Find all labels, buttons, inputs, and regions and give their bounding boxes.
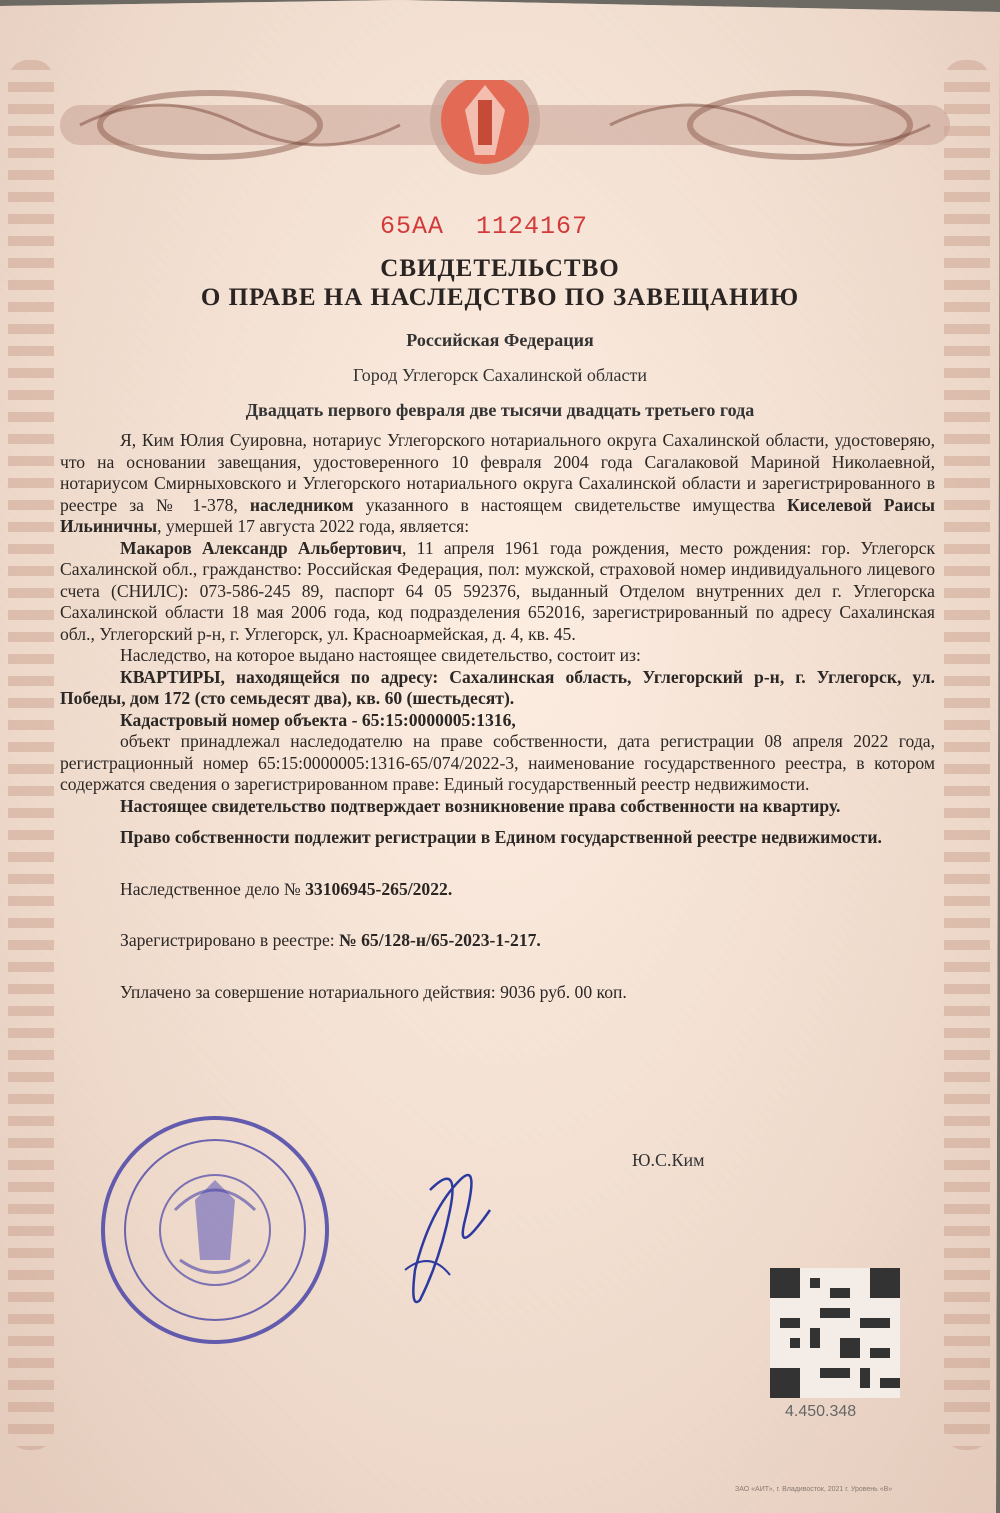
heir-paragraph: Макаров Александр Альбертович, 11 апреля 1961 года рождения, место рождения: гор. Углегорск Сахалинской обл., гражданство: Российская Федерация, пол: мужской, страховой номер индивидуального лицевого счета (СНИЛС): 073-586-245 89, паспорт 64 05 592376, выданный Отделом внутренних дел г. Углегорска Сахалинской области 18 мая 2006 года, код подразделения 652016, зарегистрированный по адресу Сахалинская обл., Углегорский р-н, г. Углегорск, ул. Красноармейская, д. 4, кв. 45. bbox=[60, 537, 936, 644]
notary-signature-name: Ю.С.Ким bbox=[632, 1150, 705, 1170]
country: Российская Федерация bbox=[406, 330, 594, 350]
document-title: СВИДЕТЕЛЬСТВО bbox=[380, 255, 620, 282]
confirmation-statement: Настоящее свидетельство подтверждает возникновение права собственности на квартиру. bbox=[120, 795, 841, 816]
heir-name: Макаров Александр Альбертович bbox=[120, 537, 403, 558]
coat-of-arms-icon bbox=[430, 80, 540, 175]
certificate-body bbox=[60, 430, 935, 1003]
estate-description: КВАРТИРЫ, находящейся по адресу: Сахалинская область, Углегорский р-н, г. Углегорск, ул. Победы, дом 172 (сто семьдесят два), кв. 60 (шестьдесят). bbox=[60, 666, 935, 708]
cadastral-number: Кадастровый номер объекта - 65:15:0000005:1316, bbox=[120, 709, 516, 730]
serial-number: 1124167 bbox=[476, 212, 589, 241]
registration-statement: Право собственности подлежит регистрации в Едином государственной реестре недвижимости. bbox=[120, 827, 882, 847]
certificate-serial bbox=[380, 212, 588, 241]
notary-statement: Я, Ким Юлия Суировна, нотариус Углегорского нотариального округа Сахалинской области, удостоверяю, что на основании завещания, удостоверенного 10 февраля 2004 года Сагалаковой Мариной Николаевной, нотариусом Смирныховского и Углегорского нотариального округа Сахалинской области и зарегистрированного в реестре за № 1-378, наследником указанного в настоящем свидетельстве имущества Киселевой Раисы Ильиничны, умершей 17 августа 2022 года, является: bbox=[60, 430, 936, 536]
qr-serial-number: 4.450.348 bbox=[785, 1403, 857, 1420]
ornamental-header-band bbox=[40, 80, 970, 180]
registry-entry: Зарегистрировано в реестре: № 65/128-н/65-2023-1-217. bbox=[120, 930, 541, 950]
city: Город Углегорск Сахалинской области bbox=[352, 365, 647, 385]
notary-seal-stamp bbox=[95, 1110, 335, 1350]
serial-series: 65АА bbox=[380, 212, 445, 241]
notary-signature bbox=[390, 1150, 510, 1320]
printer-imprint: ЗАО «АИТ», г. Владивосток, 2021 г. Уровень «В» bbox=[735, 1486, 893, 1493]
notary-fee: Уплачено за совершение нотариального действия: 9036 руб. 00 коп. bbox=[120, 981, 627, 1002]
estate-intro: Наследство, на которое выдано настоящее свидетельство, состоит из: bbox=[120, 645, 641, 665]
ownership-details: объект принадлежал наследодателю на праве собственности, дата регистрации 08 апреля 2022 года, регистрационный номер 65:15:0000005:1316-65/074/2022-3, наименование государственного реестра, в котором содержатся сведения о зарегистрированном праве: Единый государственный реестр недвижимости. bbox=[60, 731, 935, 794]
issue-date: Двадцать первого февраля две тысячи двадцать третьего года bbox=[245, 400, 755, 420]
inheritance-case: Наследственное дело № 33106945-265/2022. bbox=[120, 878, 453, 899]
document-subtitle: О ПРАВЕ НА НАСЛЕДСТВО ПО ЗАВЕЩАНИЮ bbox=[200, 284, 800, 311]
qr-code-icon bbox=[770, 1268, 900, 1398]
